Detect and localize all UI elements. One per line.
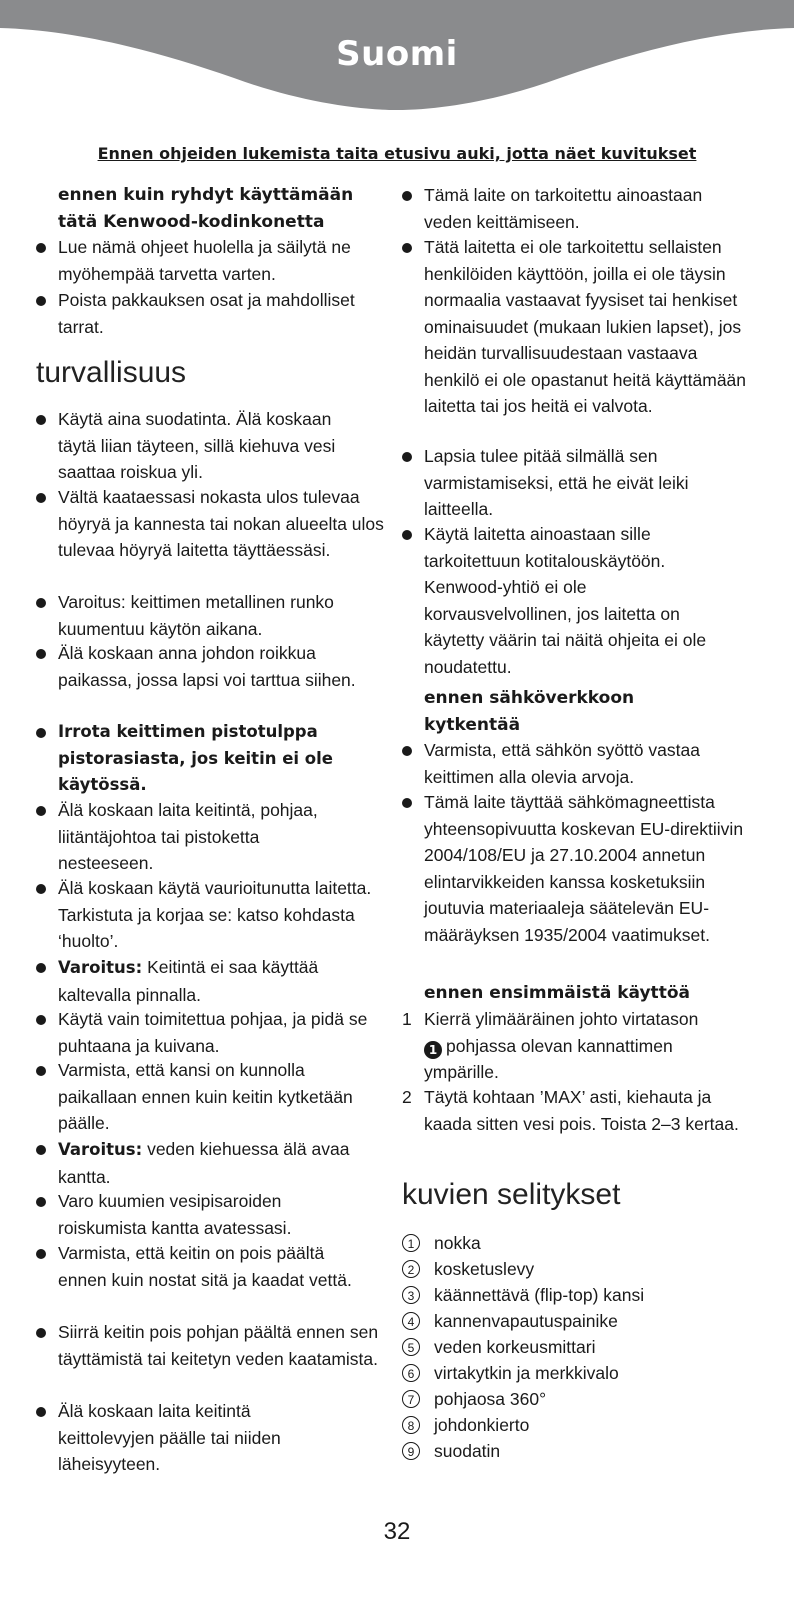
legend-item: 1 nokka bbox=[402, 1230, 752, 1256]
legend-item: 8 johdonkierto bbox=[402, 1412, 752, 1438]
list-item: Poista pakkauksen osat ja mahdolliset tarrat. bbox=[36, 287, 384, 340]
legend-item: 3 käännettävä (flip-top) kansi bbox=[402, 1282, 752, 1308]
bullet-icon bbox=[36, 649, 46, 659]
legend-heading: kuvien selitykset bbox=[402, 1178, 621, 1211]
bullet-icon bbox=[36, 598, 46, 608]
circled-number-icon: 8 bbox=[402, 1416, 420, 1434]
list-item: Varmista, että keitin on pois päältä ennen kuin nostat sitä ja kaadat vettä. bbox=[36, 1240, 374, 1293]
part-number-icon: 1 bbox=[424, 1041, 442, 1059]
page-number: 32 bbox=[383, 1518, 411, 1545]
list-item: Älä koskaan anna johdon roikkua paikassa, jossa lapsi voi tarttua siihen. bbox=[36, 640, 366, 693]
bullet-icon bbox=[402, 191, 412, 201]
circled-number-icon: 9 bbox=[402, 1442, 420, 1460]
list-item: Varmista, että sähkön syöttö vastaa keittimen alla olevia arvoja. bbox=[402, 737, 742, 790]
circled-number-icon: 6 bbox=[402, 1364, 420, 1382]
step-item: 1 Kierrä ylimääräinen johto virtatason 1 pohjassa olevan kannattimen ympärille. bbox=[402, 1009, 699, 1082]
bullet-icon bbox=[36, 296, 46, 306]
list-item: Siirrä keitin pois pohjan päältä ennen sen täyttämistä tai keitetyn veden kaatamista. bbox=[36, 1319, 384, 1372]
circled-number-icon: 4 bbox=[402, 1312, 420, 1330]
list-item: Tämä laite on tarkoitettu ainoastaan veden keittämiseen. bbox=[402, 182, 752, 235]
language-title: Suomi bbox=[336, 34, 458, 74]
list-item: Lapsia tulee pitää silmällä sen varmistamiseksi, että he eivät leiki laitteella. bbox=[402, 443, 732, 523]
circled-number-icon: 5 bbox=[402, 1338, 420, 1356]
list-item: Käytä vain toimitettua pohjaa, ja pidä se puhtaana ja kuivana. bbox=[36, 1006, 384, 1059]
bullet-icon bbox=[36, 1407, 46, 1417]
bullet-icon bbox=[402, 798, 412, 808]
circled-number-icon: 2 bbox=[402, 1260, 420, 1278]
list-item: Varoitus: keittimen metallinen runko kuumentuu käytön aikana. bbox=[36, 589, 384, 642]
list-item: Käytä laitetta ainoastaan sille tarkoitettuun kotitalouskäytöön. Kenwood-yhtiö ei ole korvausvelvollinen, jos laitetta on käytetty väärin tai näitä ohjeita ei ole noudatettu. bbox=[402, 521, 732, 680]
bullet-icon bbox=[402, 530, 412, 540]
bullet-icon bbox=[36, 728, 46, 738]
legend-item: 2 kosketuslevy bbox=[402, 1256, 752, 1282]
legend-item: 6 virtakytkin ja merkkivalo bbox=[402, 1360, 752, 1386]
circled-number-icon: 1 bbox=[402, 1234, 420, 1252]
list-item: Varoitus: veden kiehuessa älä avaa kantta. bbox=[36, 1136, 384, 1190]
bullet-icon bbox=[36, 415, 46, 425]
bullet-icon bbox=[36, 1197, 46, 1207]
bullet-icon bbox=[36, 806, 46, 816]
warning-label: Varoitus: bbox=[58, 958, 143, 977]
list-item: Älä koskaan käytä vaurioitunutta laitetta. Tarkistuta ja korjaa se: katso kohdasta ‘huolto’. bbox=[36, 875, 384, 955]
list-item: Käytä aina suodatinta. Älä koskaan täytä liian täyteen, sillä kiehuva vesi saattaa roiskua yli. bbox=[36, 406, 374, 486]
bullet-icon bbox=[36, 1015, 46, 1025]
list-item: Vältä kaataessasi nokasta ulos tulevaa höyryä ja kannesta tai nokan alueelta ulos tulevaa höyryä laitetta täyttäessäsi. bbox=[36, 484, 384, 564]
list-item: Varo kuumien vesipisaroiden roiskumista kantta avatessasi. bbox=[36, 1188, 356, 1241]
bullet-icon bbox=[36, 884, 46, 894]
list-item: Tämä laite täyttää sähkömagneettista yhteensopivuutta koskevan EU-direktiivin 2004/108/EU ja 27.10.2004 annetun elintarvikkeiden kanssa kosketuksiin joutuvia materiaaleja säätelevän EU-määräyksen 1935/2004 vaatimukset. bbox=[402, 789, 744, 948]
bullet-icon bbox=[36, 1066, 46, 1076]
list-item: Älä koskaan laita keitintä, pohjaa, liitäntäjohtoa tai pistoketta nesteeseen. bbox=[36, 797, 356, 877]
bullet-icon bbox=[36, 1145, 46, 1155]
bullet-icon bbox=[36, 1249, 46, 1259]
intro-heading: ennen kuin ryhdyt käyttämään tätä Kenwood-kodinkonetta bbox=[58, 185, 354, 232]
list-item: Älä koskaan laita keitintä keittolevyjen päälle tai niiden läheisyyteen. bbox=[36, 1398, 336, 1478]
bullet-icon bbox=[36, 963, 46, 973]
circled-number-icon: 3 bbox=[402, 1286, 420, 1304]
bullet-icon bbox=[36, 243, 46, 253]
bullet-icon bbox=[402, 243, 412, 253]
bullet-icon bbox=[36, 1328, 46, 1338]
list-item: Tätä laitetta ei ole tarkoitettu sellaisten henkilöiden käyttöön, joilla ei ole täysin normaalia vastaavat fyysiset tai henkiset ominaisuudet (mukaan lukien lapset), jos heidän turvallisuudestaan vastaava henkilö ei ole opastanut heitä käyttämään laitetta tai jos heitä ei valvota. bbox=[402, 234, 752, 420]
legend-item: 5 veden korkeusmittari bbox=[402, 1334, 752, 1360]
first-use-heading: ennen ensimmäistä käyttöä bbox=[424, 983, 690, 1003]
legend-item: 7 pohjaosa 360° bbox=[402, 1386, 752, 1412]
step-item: 2 Täytä kohtaan ’MAX’ asti, kiehauta ja kaada sitten vesi pois. Toista 2–3 kertaa. bbox=[402, 1087, 739, 1134]
fold-out-notice: Ennen ohjeiden lukemista taita etusivu auki, jotta näet kuvitukset bbox=[97, 144, 697, 163]
bullet-icon bbox=[36, 493, 46, 503]
warning-label: Varoitus: bbox=[58, 1140, 143, 1159]
legend-item: 4 kannenvapautuspainike bbox=[402, 1308, 752, 1334]
list-item: Varoitus: Keitintä ei saa käyttää kaltevalla pinnalla. bbox=[36, 954, 384, 1008]
bullet-icon bbox=[402, 452, 412, 462]
legend-item: 9 suodatin bbox=[402, 1438, 752, 1464]
safety-heading: turvallisuus bbox=[36, 356, 187, 389]
circled-number-icon: 7 bbox=[402, 1390, 420, 1408]
list-item: Varmista, että kansi on kunnolla paikallaan ennen kuin keitin kytketään päälle. bbox=[36, 1057, 356, 1137]
list-item: Irrota keittimen pistotulppa pistorasiasta, jos keitin ei ole käytössä. bbox=[36, 719, 384, 799]
bullet-icon bbox=[402, 746, 412, 756]
list-item: Lue nämä ohjeet huolella ja säilytä ne myöhempää tarvetta varten. bbox=[36, 234, 384, 287]
power-heading: ennen sähköverkkoon kytkentää bbox=[424, 688, 635, 735]
